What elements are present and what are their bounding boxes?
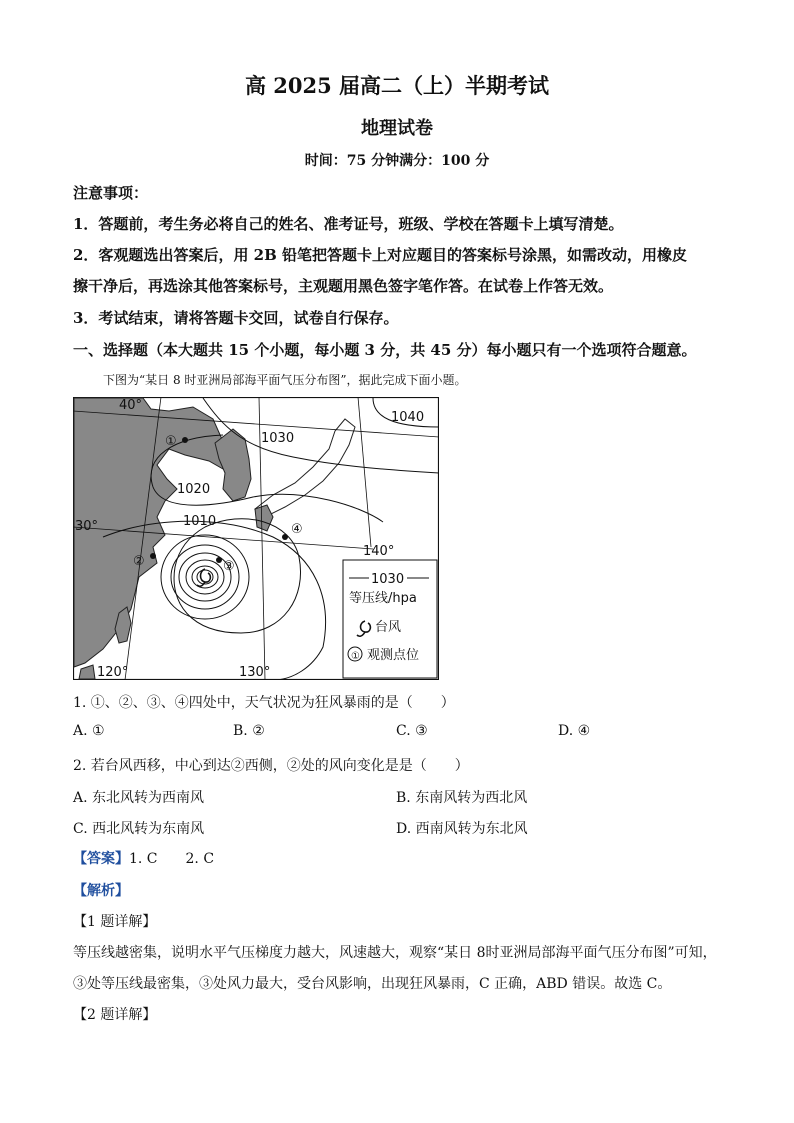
subject-title: 地理试卷: [361, 118, 433, 139]
analysis-tag: 【解析】: [73, 883, 129, 899]
question-2-stem: 2. 若台风西移，中心到达②西侧，②处的风向变化是是（ ）: [73, 758, 469, 774]
point-3-dot: [216, 557, 222, 563]
q2-option-c: C. 西北风转为东南风: [73, 821, 205, 837]
lon-label-120: 120°: [97, 665, 129, 680]
legend-isobar-label: 等压线/hpa: [349, 591, 417, 606]
q1-option-b: B. ②: [233, 723, 265, 739]
time-info: 时间：75 分钟满分：100 分: [304, 153, 490, 169]
section-1-intro: 下图为“某日 8 时亚洲局部海平面气压分布图”，据此完成下面小题。: [103, 373, 467, 387]
point-4-label: ④: [291, 522, 303, 537]
legend-isobar-value: 1030: [371, 572, 405, 587]
answer-content: 1. C 2. C: [129, 851, 215, 867]
point-4-dot: [282, 534, 288, 540]
q1-detail-line-1: 等压线越密集，说明水平气压梯度力越大，风速越大，观察“某日 8时亚洲局部海平面气压分布图”可知，: [73, 945, 717, 961]
note-item-2-line-1: 2．客观题选出答案后，用 2B 铅笔把答题卡上对应题目的答案标号涂黑，如需改动，用橡皮: [73, 246, 688, 264]
q2-option-a: A. 东北风转为西南风: [73, 790, 205, 806]
pressure-map: [73, 397, 439, 680]
point-1-label: ①: [165, 434, 177, 449]
legend-typhoon-label: 台风: [375, 620, 402, 635]
q1-option-c: C. ③: [396, 723, 428, 739]
isobar-label-1030: 1030: [261, 431, 295, 446]
question-1-stem: 1. ①、②、③、④四处中，天气状况为狂风暴雨的是（ ）: [73, 695, 455, 711]
isobar-label-1040: 1040: [391, 410, 425, 425]
exam-title: 高 2025 届高二（上）半期考试: [244, 73, 550, 98]
legend-point-label: 观测点位: [367, 648, 420, 663]
section-1-heading: 一、选择题（本大题共 15 个小题，每小题 3 分，共 45 分）每小题只有一个选项符合题意。: [73, 341, 697, 359]
point-1-dot: [182, 437, 188, 443]
q2-detail-heading: 【2 题详解】: [73, 1007, 157, 1023]
note-item-3: 3．考试结束，请将答题卡交回，试卷自行保存。: [73, 309, 399, 327]
q2-option-d: D. 西南风转为东北风: [396, 821, 528, 837]
q1-detail-heading: 【1 题详解】: [73, 914, 157, 930]
lat-label-30: 30°: [75, 519, 99, 534]
q1-option-a: A. ①: [73, 723, 105, 739]
lon-label-130: 130°: [239, 665, 271, 680]
q1-detail-line-2: ③处等压线最密集，③处风力最大，受台风影响，出现狂风暴雨，C 正确，ABD 错误。故选 C。: [73, 976, 672, 992]
notes-heading: 注意事项：: [73, 184, 149, 202]
legend-point-number: ①: [351, 651, 360, 662]
isobar-label-1020: 1020: [177, 482, 211, 497]
answer-tag: 【答案】: [73, 851, 129, 867]
answer-line: [73, 848, 214, 868]
point-3-label: ③: [223, 559, 235, 574]
lat-label-40: 40°: [119, 398, 143, 413]
q1-option-d: D. ④: [558, 723, 591, 739]
q2-option-b: B. 东南风转为西北风: [396, 790, 528, 806]
point-2-dot: [150, 553, 156, 559]
isobar-label-1010: 1010: [183, 514, 217, 529]
note-item-2-line-2: 擦干净后，再选涂其他答案标号，主观题用黑色签字笔作答。在试卷上作答无效。: [73, 277, 614, 295]
lon-label-140: 140°: [363, 544, 395, 559]
note-item-1: 1．答题前，考生务必将自己的姓名、准考证号，班级、学校在答题卡上填写清楚。: [73, 215, 624, 233]
point-2-label: ②: [133, 554, 145, 569]
